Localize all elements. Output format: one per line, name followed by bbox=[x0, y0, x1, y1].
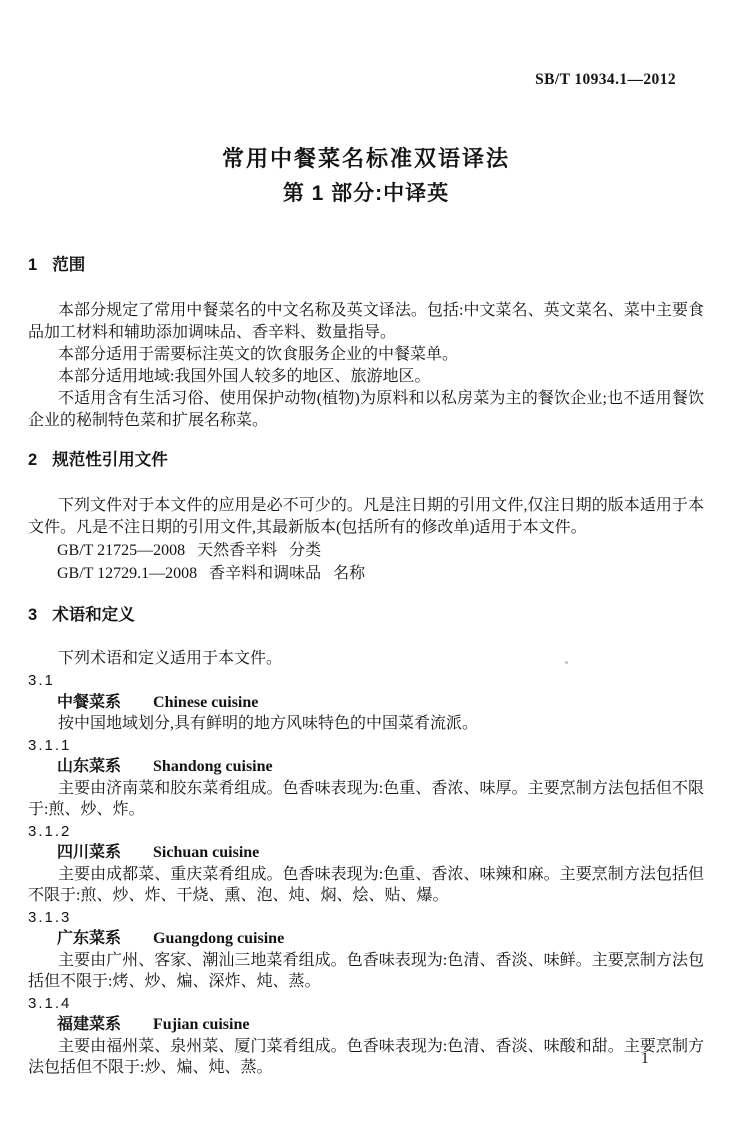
term-name bbox=[28, 1014, 704, 1036]
term-name-en: Sichuan cuisine bbox=[153, 844, 260, 861]
term-name bbox=[28, 692, 704, 714]
term-number: 3.1.4 bbox=[28, 994, 72, 1012]
scope-body bbox=[28, 300, 704, 432]
term-definition: 主要由济南菜和胶东菜肴组成。色香味表现为:色重、香浓、味厚。主要烹制方法包括但不限于:煎、炒、炸。 bbox=[28, 779, 704, 818]
term-entry bbox=[28, 907, 704, 993]
paragraph: 本部分规定了常用中餐菜名的中文名称及英文译法。包括:中文菜名、英文菜名、菜中主要食品加工材料和辅助添加调味品、香辛料、数量指导。 bbox=[28, 302, 704, 341]
terms-intro: 下列术语和定义适用于本文件。 bbox=[58, 650, 283, 667]
normative-references-body bbox=[28, 495, 704, 585]
term-entry bbox=[28, 821, 704, 907]
heading-number: 3 bbox=[28, 606, 38, 624]
section-heading-terms bbox=[28, 604, 704, 627]
term-name-zh: 四川菜系 bbox=[57, 844, 122, 861]
paragraph: 本部分适用于需要标注英文的饮食服务企业的中餐菜单。 bbox=[58, 346, 459, 363]
term-name-en: Guangdong cuisine bbox=[153, 930, 285, 947]
term-definition: 按中国地域划分,具有鲜明的地方风味特色的中国菜肴流派。 bbox=[58, 715, 479, 732]
term-definition: 主要由福州菜、泉州菜、厦门菜肴组成。色香味表现为:色清、香淡、味酸和甜。主要烹制方法包括但不限于:炒、煸、炖、蒸。 bbox=[28, 1037, 704, 1076]
term-name-en: Shandong cuisine bbox=[153, 758, 273, 775]
term-number: 3.1.1 bbox=[28, 736, 72, 754]
heading-number: 2 bbox=[28, 451, 38, 469]
paragraph: 本部分适用地域:我国外国人较多的地区、旅游地区。 bbox=[58, 368, 431, 385]
paragraph: 不适用含有生活习俗、使用保护动物(植物)为原料和以私房菜为主的餐饮企业;也不适用餐饮企业的秘制特色菜和扩展名称菜。 bbox=[28, 390, 704, 429]
heading-number: 1 bbox=[28, 256, 38, 274]
term-name-zh: 福建菜系 bbox=[57, 1016, 122, 1033]
reference-line: GB/T 12729.1—2008 香辛料和调味品 名称 bbox=[57, 565, 366, 582]
term-name-en: Chinese cuisine bbox=[153, 693, 259, 711]
term-definition: 主要由广州、客家、潮汕三地菜肴组成。色香味表现为:色清、香淡、味鲜。主要烹制方法包括但不限于:烤、炒、煸、深炸、炖、蒸。 bbox=[28, 951, 704, 990]
section-heading-normative-references bbox=[28, 449, 704, 472]
paragraph: 下列文件对于本文件的应用是必不可少的。凡是注日期的引用文件,仅注日期的版本适用于本文件。凡是不注日期的引用文件,其最新版本(包括所有的修改单)适用于本文件。 bbox=[28, 497, 704, 536]
reference-line: GB/T 21725—2008 天然香辛料 分类 bbox=[57, 542, 322, 559]
term-number: 3.1.3 bbox=[28, 908, 72, 926]
section-heading-scope bbox=[28, 254, 704, 277]
heading-label: 范围 bbox=[52, 256, 86, 274]
term-name-zh: 山东菜系 bbox=[57, 758, 122, 775]
term-name-en: Fujian cuisine bbox=[153, 1016, 250, 1033]
heading-label: 术语和定义 bbox=[52, 606, 135, 624]
term-entry bbox=[28, 735, 704, 821]
term-name bbox=[28, 756, 704, 778]
term-name-zh: 中餐菜系 bbox=[57, 693, 122, 711]
term-name bbox=[28, 928, 704, 950]
page-number: 1 bbox=[641, 1050, 649, 1067]
document-title-block bbox=[28, 141, 704, 211]
term-definition: 主要由成都菜、重庆菜肴组成。色香味表现为:色重、香浓、味辣和麻。主要烹制方法包括但不限于:煎、炒、炸、干烧、熏、泡、炖、焖、烩、贴、爆。 bbox=[28, 865, 704, 904]
term-entry bbox=[28, 993, 704, 1079]
term-name bbox=[28, 842, 704, 864]
term-number: 3.1 bbox=[28, 672, 55, 689]
standard-number: SB/T 10934.1—2012 bbox=[535, 71, 676, 88]
term-name-zh: 广东菜系 bbox=[57, 930, 122, 947]
scan-artifact bbox=[565, 661, 568, 664]
document-title: 常用中餐菜名标准双语译法 bbox=[221, 146, 510, 171]
heading-label: 规范性引用文件 bbox=[52, 451, 168, 469]
term-number: 3.1.2 bbox=[28, 822, 72, 840]
term-entry bbox=[28, 670, 704, 735]
document-subtitle: 第 1 部分:中译英 bbox=[282, 182, 450, 205]
